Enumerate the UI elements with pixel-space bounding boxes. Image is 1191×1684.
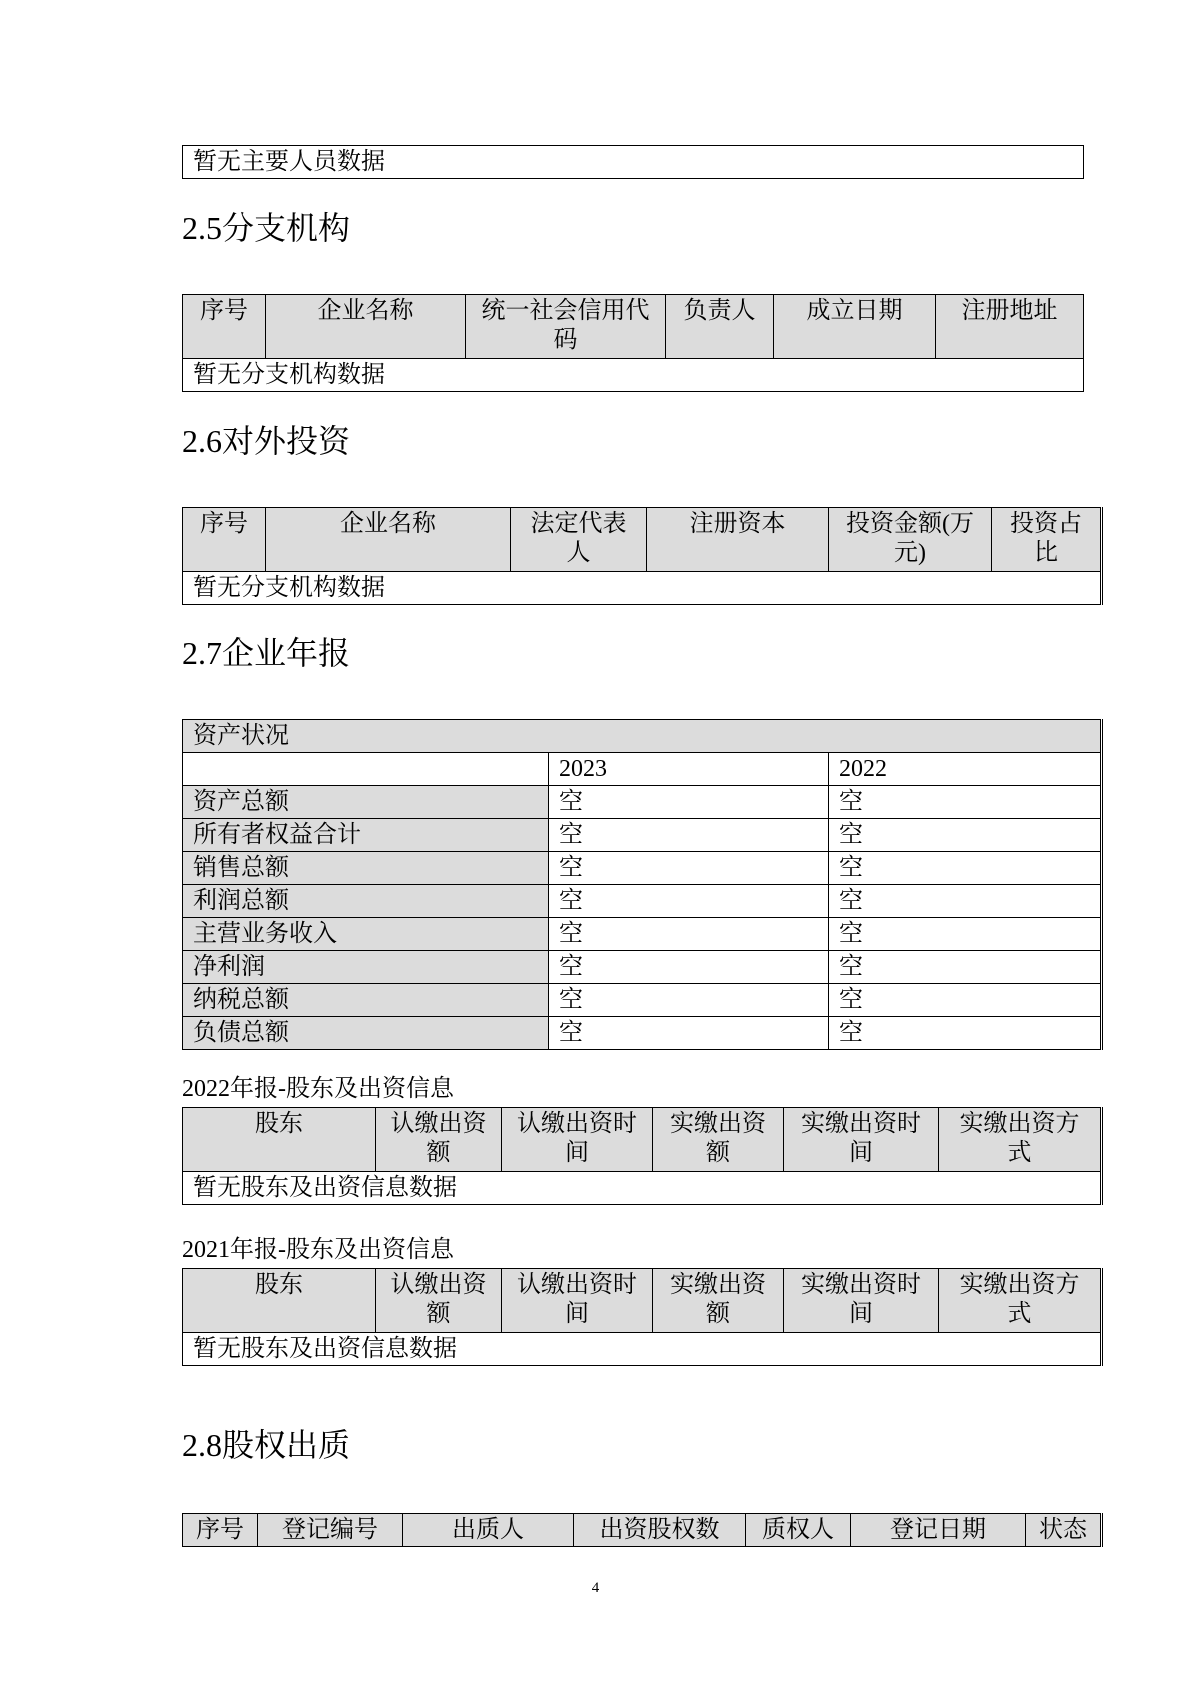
- cell-value: 空: [829, 819, 1102, 852]
- cell-value: 空: [549, 1017, 829, 1050]
- col-header-shareholder: 股东: [183, 1269, 376, 1333]
- col-header-company-name: 企业名称: [266, 508, 511, 572]
- cell-value: 空: [829, 918, 1102, 951]
- assets-table: [182, 719, 1103, 1050]
- section-heading-equity-pledges: 2.8股权出质: [182, 1427, 351, 1463]
- section-heading-branches: 2.5分支机构: [182, 210, 351, 246]
- cell-value: 空: [829, 786, 1102, 819]
- col-header-paid-date: 实缴出资时间: [784, 1269, 939, 1333]
- shareholders-2021-table: [182, 1268, 1103, 1366]
- cell-value: 空: [549, 786, 829, 819]
- col-header-paid-amount: 实缴出资额: [653, 1108, 784, 1172]
- row-label: 销售总额: [183, 852, 549, 885]
- branches-empty-message: 暂无分支机构数据: [183, 359, 1084, 392]
- row-label: 负债总额: [183, 1017, 549, 1050]
- col-header-established-date: 成立日期: [774, 295, 936, 359]
- investments-empty-message: 暂无分支机构数据: [183, 572, 1102, 605]
- row-label: 资产总额: [183, 786, 549, 819]
- col-header-paid-method: 实缴出资方式: [939, 1108, 1102, 1172]
- col-header-legal-representative: 法定代表人: [511, 508, 647, 572]
- col-header-investment-amount: 投资金额(万元): [829, 508, 992, 572]
- main-staff-empty-message: 暂无主要人员数据: [183, 146, 1084, 179]
- branches-table: [182, 294, 1084, 392]
- col-header-credit-code: 统一社会信用代码: [466, 295, 666, 359]
- col-header-index: 序号: [183, 295, 266, 359]
- cell-value: 空: [549, 918, 829, 951]
- col-header-registration-date: 登记日期: [851, 1514, 1026, 1547]
- col-header-pledged-equity: 出资股权数: [574, 1514, 746, 1547]
- equity-pledges-table: [182, 1513, 1103, 1547]
- table-header-row: [183, 1514, 1102, 1547]
- cell-value: 空: [829, 1017, 1102, 1050]
- empty-row: [183, 146, 1084, 179]
- row-label: 利润总额: [183, 885, 549, 918]
- col-header-subscribed-date: 认缴出资时间: [502, 1269, 653, 1333]
- row-label: 所有者权益合计: [183, 819, 549, 852]
- row-label: 纳税总额: [183, 984, 549, 1017]
- col-header-company-name: 企业名称: [266, 295, 466, 359]
- cell-value: 空: [549, 951, 829, 984]
- col-header-paid-amount: 实缴出资额: [653, 1269, 784, 1333]
- shareholders-2022-caption: 2022年报-股东及出资信息: [182, 1076, 454, 1102]
- col-header-status: 状态: [1026, 1514, 1102, 1547]
- table-row: [183, 951, 1102, 984]
- col-header-paid-date: 实缴出资时间: [784, 1108, 939, 1172]
- empty-row: [183, 572, 1102, 605]
- table-header-row: [183, 295, 1084, 359]
- col-header-index: 序号: [183, 508, 266, 572]
- year-header: 2022: [829, 753, 1102, 786]
- main-staff-table: [182, 145, 1084, 179]
- col-header-registration-number: 登记编号: [258, 1514, 403, 1547]
- cell-value: 空: [829, 852, 1102, 885]
- table-header-row: [183, 1108, 1102, 1172]
- assets-year-row: [183, 753, 1102, 786]
- col-header-person-in-charge: 负责人: [666, 295, 774, 359]
- cell-value: 空: [829, 951, 1102, 984]
- table-header-row: [183, 1269, 1102, 1333]
- row-label: 净利润: [183, 951, 549, 984]
- table-row: [183, 819, 1102, 852]
- col-header-pledgee: 质权人: [746, 1514, 851, 1547]
- investments-table: [182, 507, 1103, 605]
- col-header-shareholder: 股东: [183, 1108, 376, 1172]
- col-header-investment-ratio: 投资占比: [992, 508, 1102, 572]
- cell-value: 空: [549, 819, 829, 852]
- col-header-registered-capital: 注册资本: [647, 508, 829, 572]
- col-header-index: 序号: [183, 1514, 258, 1547]
- table-row: [183, 918, 1102, 951]
- cell-value: 空: [549, 852, 829, 885]
- col-header-subscribed-date: 认缴出资时间: [502, 1108, 653, 1172]
- table-row: [183, 852, 1102, 885]
- year-header: 2023: [549, 753, 829, 786]
- col-header-registered-address: 注册地址: [936, 295, 1084, 359]
- shareholders-2022-empty-message: 暂无股东及出资信息数据: [183, 1172, 1102, 1205]
- empty-row: [183, 359, 1084, 392]
- shareholders-2021-empty-message: 暂无股东及出资信息数据: [183, 1333, 1102, 1366]
- empty-row: [183, 1172, 1102, 1205]
- cell-value: 空: [829, 885, 1102, 918]
- row-label: 主营业务收入: [183, 918, 549, 951]
- col-header-subscribed-amount: 认缴出资额: [376, 1108, 502, 1172]
- col-header-paid-method: 实缴出资方式: [939, 1269, 1102, 1333]
- assets-title-row: [183, 720, 1102, 753]
- table-row: [183, 885, 1102, 918]
- assets-corner-cell: [183, 753, 549, 786]
- cell-value: 空: [829, 984, 1102, 1017]
- assets-title: 资产状况: [183, 720, 1102, 753]
- table-header-row: [183, 508, 1102, 572]
- table-row: [183, 786, 1102, 819]
- table-row: [183, 1017, 1102, 1050]
- table-row: [183, 984, 1102, 1017]
- page-number: 4: [591, 1580, 600, 1596]
- col-header-pledgor: 出质人: [403, 1514, 574, 1547]
- section-heading-annual-report: 2.7企业年报: [182, 635, 351, 671]
- shareholders-2021-caption: 2021年报-股东及出资信息: [182, 1237, 454, 1263]
- col-header-subscribed-amount: 认缴出资额: [376, 1269, 502, 1333]
- empty-row: [183, 1333, 1102, 1366]
- section-heading-investments: 2.6对外投资: [182, 423, 351, 459]
- cell-value: 空: [549, 984, 829, 1017]
- shareholders-2022-table: [182, 1107, 1103, 1205]
- cell-value: 空: [549, 885, 829, 918]
